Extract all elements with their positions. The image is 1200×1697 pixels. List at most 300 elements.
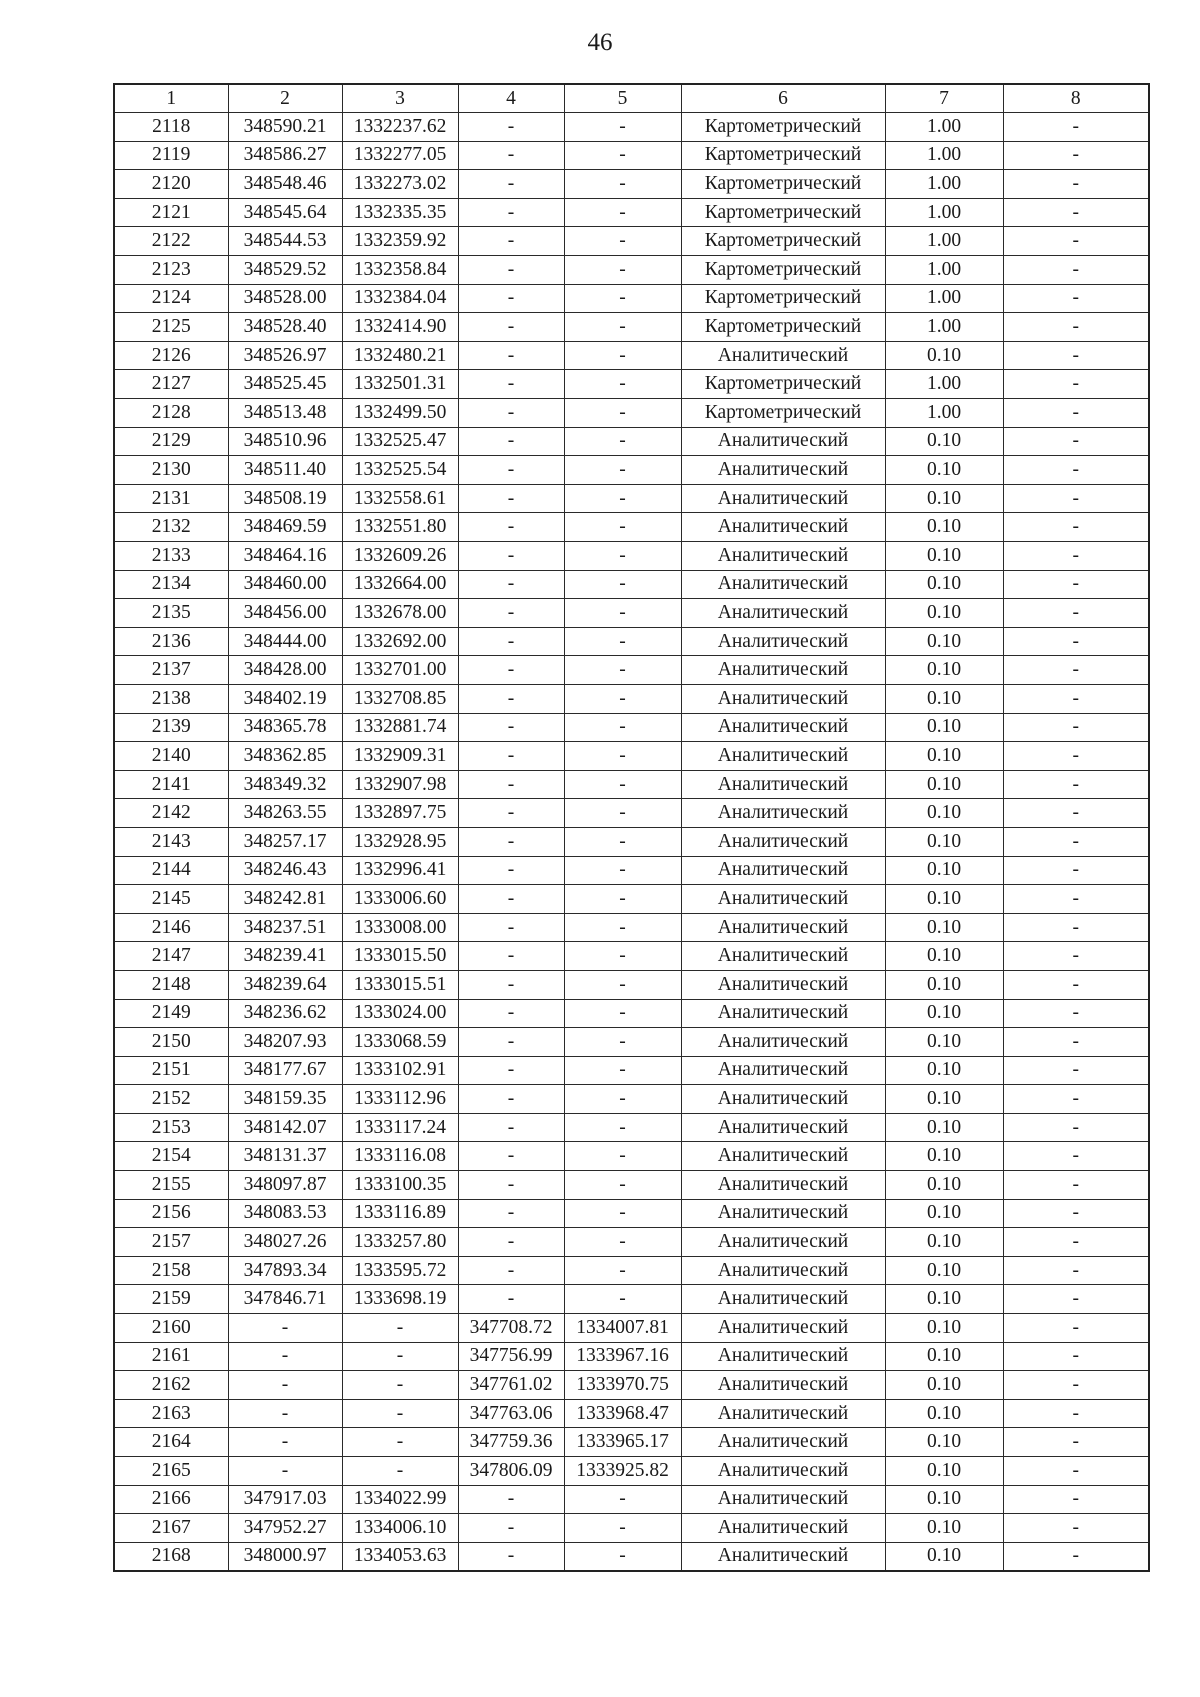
column-header-3: 3	[342, 84, 458, 113]
cell-coord-x-existing: 348239.41	[228, 942, 342, 971]
cell-note: -	[1003, 1485, 1149, 1514]
cell-coord-x-existing: 348528.40	[228, 313, 342, 342]
cell-accuracy: 0.10	[885, 484, 1003, 513]
cell-coord-y-new: 1333970.75	[564, 1371, 681, 1400]
cell-note: -	[1003, 970, 1149, 999]
cell-coord-y-new: -	[564, 913, 681, 942]
cell-method: Аналитический	[681, 1371, 885, 1400]
cell-coord-y-new: -	[564, 742, 681, 771]
cell-coord-y-existing: 1333116.08	[342, 1142, 458, 1171]
cell-method: Картометрический	[681, 227, 885, 256]
table-row	[114, 1399, 1149, 1428]
cell-accuracy: 0.10	[885, 970, 1003, 999]
cell-coord-x-existing: 348513.48	[228, 399, 342, 428]
cell-coord-x-existing: 348456.00	[228, 599, 342, 628]
cell-coord-y-existing: -	[342, 1428, 458, 1457]
table-row	[114, 227, 1149, 256]
cell-coord-y-existing: 1332897.75	[342, 799, 458, 828]
cell-method: Аналитический	[681, 827, 885, 856]
cell-coord-x-new: -	[458, 1113, 564, 1142]
cell-method: Аналитический	[681, 484, 885, 513]
cell-point-number: 2119	[114, 141, 228, 170]
cell-point-number: 2128	[114, 399, 228, 428]
cell-coord-y-existing: 1333257.80	[342, 1228, 458, 1257]
cell-accuracy: 1.00	[885, 113, 1003, 142]
cell-accuracy: 0.10	[885, 999, 1003, 1028]
cell-coord-x-existing: 348526.97	[228, 341, 342, 370]
cell-coord-x-existing: 348242.81	[228, 885, 342, 914]
cell-method: Аналитический	[681, 770, 885, 799]
cell-accuracy: 0.10	[885, 1428, 1003, 1457]
cell-method: Аналитический	[681, 1285, 885, 1314]
cell-coord-y-existing: 1332525.54	[342, 456, 458, 485]
cell-coord-y-new: -	[564, 599, 681, 628]
cell-note: -	[1003, 284, 1149, 313]
cell-point-number: 2118	[114, 113, 228, 142]
cell-coord-x-new: 347806.09	[458, 1457, 564, 1486]
cell-method: Картометрический	[681, 113, 885, 142]
cell-point-number: 2164	[114, 1428, 228, 1457]
cell-coord-y-existing: 1333015.51	[342, 970, 458, 999]
cell-coord-y-existing: 1333100.35	[342, 1171, 458, 1200]
table-row	[114, 913, 1149, 942]
cell-accuracy: 1.00	[885, 284, 1003, 313]
column-header-8: 8	[1003, 84, 1149, 113]
cell-coord-x-existing: 348027.26	[228, 1228, 342, 1257]
cell-method: Аналитический	[681, 742, 885, 771]
cell-coord-y-new: -	[564, 1142, 681, 1171]
cell-accuracy: 0.10	[885, 885, 1003, 914]
cell-method: Аналитический	[681, 1056, 885, 1085]
cell-coord-y-new: -	[564, 313, 681, 342]
cell-accuracy: 0.10	[885, 1485, 1003, 1514]
table-body	[114, 113, 1149, 1571]
cell-point-number: 2145	[114, 885, 228, 914]
cell-note: -	[1003, 1314, 1149, 1343]
cell-note: -	[1003, 113, 1149, 142]
cell-coord-x-existing: 348586.27	[228, 141, 342, 170]
cell-point-number: 2133	[114, 542, 228, 571]
cell-coord-y-new: -	[564, 341, 681, 370]
cell-coord-y-existing: 1332909.31	[342, 742, 458, 771]
cell-point-number: 2160	[114, 1314, 228, 1343]
cell-coord-y-existing: 1333024.00	[342, 999, 458, 1028]
cell-method: Аналитический	[681, 1428, 885, 1457]
cell-accuracy: 0.10	[885, 1371, 1003, 1400]
cell-coord-x-new: 347759.36	[458, 1428, 564, 1457]
cell-coord-x-existing: 348545.64	[228, 198, 342, 227]
cell-coord-x-existing: 348000.97	[228, 1542, 342, 1571]
cell-coord-y-new: -	[564, 141, 681, 170]
table-row	[114, 1428, 1149, 1457]
cell-note: -	[1003, 399, 1149, 428]
cell-note: -	[1003, 1428, 1149, 1457]
cell-coord-y-new: -	[564, 227, 681, 256]
cell-coord-x-new: 347763.06	[458, 1399, 564, 1428]
cell-coord-y-new: 1333925.82	[564, 1457, 681, 1486]
cell-coord-y-new: -	[564, 198, 681, 227]
cell-accuracy: 1.00	[885, 198, 1003, 227]
cell-point-number: 2154	[114, 1142, 228, 1171]
cell-coord-y-new: -	[564, 1056, 681, 1085]
cell-accuracy: 0.10	[885, 542, 1003, 571]
cell-method: Картометрический	[681, 256, 885, 285]
cell-coord-x-existing: 348365.78	[228, 713, 342, 742]
cell-coord-x-new: -	[458, 1199, 564, 1228]
table-row	[114, 370, 1149, 399]
cell-coord-y-new: -	[564, 656, 681, 685]
table-row	[114, 1056, 1149, 1085]
cell-note: -	[1003, 684, 1149, 713]
cell-coord-x-new: -	[458, 1085, 564, 1114]
cell-coord-x-new: -	[458, 970, 564, 999]
cell-coord-y-existing: 1332678.00	[342, 599, 458, 628]
table-row	[114, 341, 1149, 370]
table-row	[114, 770, 1149, 799]
cell-coord-x-existing: 348131.37	[228, 1142, 342, 1171]
table-row	[114, 141, 1149, 170]
cell-coord-x-existing: 348428.00	[228, 656, 342, 685]
cell-accuracy: 0.10	[885, 827, 1003, 856]
cell-method: Аналитический	[681, 713, 885, 742]
cell-method: Картометрический	[681, 141, 885, 170]
table-row	[114, 1256, 1149, 1285]
cell-method: Аналитический	[681, 913, 885, 942]
cell-coord-y-existing: 1332501.31	[342, 370, 458, 399]
table-row	[114, 799, 1149, 828]
table-row	[114, 1485, 1149, 1514]
table-row	[114, 885, 1149, 914]
table-row	[114, 1342, 1149, 1371]
cell-accuracy: 0.10	[885, 1142, 1003, 1171]
cell-coord-x-new: -	[458, 1142, 564, 1171]
cell-note: -	[1003, 198, 1149, 227]
table-row	[114, 656, 1149, 685]
cell-coord-x-new: -	[458, 1514, 564, 1543]
cell-point-number: 2138	[114, 684, 228, 713]
cell-coord-y-existing: 1333698.19	[342, 1285, 458, 1314]
column-header-4: 4	[458, 84, 564, 113]
cell-accuracy: 0.10	[885, 456, 1003, 485]
table-row	[114, 627, 1149, 656]
cell-point-number: 2139	[114, 713, 228, 742]
cell-coord-x-new: -	[458, 1542, 564, 1571]
cell-method: Аналитический	[681, 942, 885, 971]
cell-coord-y-existing: 1333008.00	[342, 913, 458, 942]
cell-point-number: 2136	[114, 627, 228, 656]
cell-accuracy: 0.10	[885, 1514, 1003, 1543]
cell-method: Аналитический	[681, 341, 885, 370]
cell-method: Аналитический	[681, 799, 885, 828]
cell-coord-x-existing: 348525.45	[228, 370, 342, 399]
cell-coord-x-new: -	[458, 1228, 564, 1257]
table-row	[114, 713, 1149, 742]
cell-accuracy: 0.10	[885, 1113, 1003, 1142]
cell-coord-y-existing: 1333006.60	[342, 885, 458, 914]
cell-note: -	[1003, 656, 1149, 685]
cell-note: -	[1003, 427, 1149, 456]
cell-coord-y-existing: 1332237.62	[342, 113, 458, 142]
table-row	[114, 827, 1149, 856]
cell-note: -	[1003, 1399, 1149, 1428]
cell-note: -	[1003, 1199, 1149, 1228]
cell-coord-y-existing: 1332609.26	[342, 542, 458, 571]
cell-point-number: 2142	[114, 799, 228, 828]
cell-accuracy: 1.00	[885, 370, 1003, 399]
cell-method: Аналитический	[681, 627, 885, 656]
cell-method: Картометрический	[681, 370, 885, 399]
cell-accuracy: 0.10	[885, 856, 1003, 885]
cell-note: -	[1003, 999, 1149, 1028]
cell-accuracy: 1.00	[885, 227, 1003, 256]
cell-coord-y-existing: -	[342, 1457, 458, 1486]
cell-point-number: 2137	[114, 656, 228, 685]
cell-coord-x-new: -	[458, 227, 564, 256]
cell-point-number: 2146	[114, 913, 228, 942]
cell-coord-x-existing: 348464.16	[228, 542, 342, 571]
cell-coord-y-new: -	[564, 1542, 681, 1571]
cell-coord-y-existing: 1333116.89	[342, 1199, 458, 1228]
cell-accuracy: 0.10	[885, 1228, 1003, 1257]
cell-point-number: 2157	[114, 1228, 228, 1257]
cell-point-number: 2124	[114, 284, 228, 313]
cell-coord-x-new: -	[458, 999, 564, 1028]
cell-note: -	[1003, 1228, 1149, 1257]
cell-coord-y-existing: 1332881.74	[342, 713, 458, 742]
cell-accuracy: 0.10	[885, 1171, 1003, 1200]
table-row	[114, 1542, 1149, 1571]
cell-accuracy: 1.00	[885, 170, 1003, 199]
cell-method: Аналитический	[681, 1399, 885, 1428]
cell-accuracy: 0.10	[885, 341, 1003, 370]
table-row	[114, 113, 1149, 142]
header-row	[114, 84, 1149, 113]
cell-coord-x-new: 347708.72	[458, 1314, 564, 1343]
cell-method: Аналитический	[681, 1113, 885, 1142]
cell-coord-x-existing: 348528.00	[228, 284, 342, 313]
cell-coord-y-new: -	[564, 627, 681, 656]
cell-coord-x-existing: 348402.19	[228, 684, 342, 713]
cell-accuracy: 0.10	[885, 742, 1003, 771]
cell-method: Аналитический	[681, 970, 885, 999]
cell-point-number: 2127	[114, 370, 228, 399]
cell-accuracy: 1.00	[885, 256, 1003, 285]
cell-method: Аналитический	[681, 1028, 885, 1057]
cell-coord-x-existing: -	[228, 1399, 342, 1428]
cell-coord-x-existing: 348207.93	[228, 1028, 342, 1057]
cell-note: -	[1003, 1142, 1149, 1171]
cell-note: -	[1003, 1256, 1149, 1285]
cell-coord-x-new: -	[458, 1485, 564, 1514]
cell-point-number: 2149	[114, 999, 228, 1028]
cell-point-number: 2120	[114, 170, 228, 199]
cell-coord-y-new: -	[564, 942, 681, 971]
cell-coord-x-new: -	[458, 856, 564, 885]
cell-accuracy: 0.10	[885, 1085, 1003, 1114]
cell-note: -	[1003, 1342, 1149, 1371]
table-row	[114, 599, 1149, 628]
table-row	[114, 1028, 1149, 1057]
cell-coord-y-existing: 1332664.00	[342, 570, 458, 599]
cell-coord-x-new: -	[458, 942, 564, 971]
cell-coord-x-existing: 347846.71	[228, 1285, 342, 1314]
table-row	[114, 484, 1149, 513]
cell-coord-y-existing: 1334053.63	[342, 1542, 458, 1571]
cell-coord-y-existing: 1332273.02	[342, 170, 458, 199]
cell-accuracy: 0.10	[885, 1056, 1003, 1085]
cell-accuracy: 1.00	[885, 313, 1003, 342]
cell-method: Аналитический	[681, 1142, 885, 1171]
cell-coord-x-new: -	[458, 770, 564, 799]
cell-accuracy: 0.10	[885, 427, 1003, 456]
cell-coord-x-new: -	[458, 141, 564, 170]
column-header-6: 6	[681, 84, 885, 113]
cell-coord-y-existing: 1332480.21	[342, 341, 458, 370]
cell-accuracy: 0.10	[885, 1285, 1003, 1314]
page-number: 46	[587, 29, 613, 56]
cell-coord-x-existing: -	[228, 1457, 342, 1486]
cell-note: -	[1003, 599, 1149, 628]
cell-method: Аналитический	[681, 1085, 885, 1114]
cell-coord-y-new: -	[564, 1514, 681, 1543]
table-row	[114, 1085, 1149, 1114]
cell-coord-y-new: -	[564, 170, 681, 199]
cell-point-number: 2159	[114, 1285, 228, 1314]
cell-coord-y-existing: 1332907.98	[342, 770, 458, 799]
cell-coord-y-existing: 1332335.35	[342, 198, 458, 227]
cell-coord-y-existing: 1332358.84	[342, 256, 458, 285]
cell-point-number: 2167	[114, 1514, 228, 1543]
cell-coord-y-new: 1333967.16	[564, 1342, 681, 1371]
cell-coord-y-existing: 1332692.00	[342, 627, 458, 656]
cell-point-number: 2134	[114, 570, 228, 599]
cell-coord-y-new: -	[564, 713, 681, 742]
cell-coord-x-new: 347756.99	[458, 1342, 564, 1371]
table-row	[114, 684, 1149, 713]
cell-point-number: 2165	[114, 1457, 228, 1486]
cell-coord-y-new: -	[564, 427, 681, 456]
cell-coord-x-new: -	[458, 513, 564, 542]
cell-coord-x-existing: 348362.85	[228, 742, 342, 771]
cell-coord-y-new: -	[564, 770, 681, 799]
table-row	[114, 856, 1149, 885]
cell-coord-y-new: -	[564, 1113, 681, 1142]
cell-accuracy: 0.10	[885, 1199, 1003, 1228]
cell-method: Аналитический	[681, 1514, 885, 1543]
cell-coord-x-existing: 348548.46	[228, 170, 342, 199]
cell-coord-y-existing: 1333117.24	[342, 1113, 458, 1142]
cell-coord-x-existing: 347893.34	[228, 1256, 342, 1285]
cell-coord-x-existing: 348236.62	[228, 999, 342, 1028]
cell-coord-x-new: -	[458, 284, 564, 313]
cell-coord-x-existing: 348508.19	[228, 484, 342, 513]
cell-coord-x-new: -	[458, 742, 564, 771]
table-row	[114, 427, 1149, 456]
cell-note: -	[1003, 513, 1149, 542]
cell-coord-x-new: -	[458, 885, 564, 914]
cell-coord-y-existing: 1332359.92	[342, 227, 458, 256]
cell-accuracy: 0.10	[885, 1314, 1003, 1343]
cell-coord-y-new: -	[564, 542, 681, 571]
cell-method: Картометрический	[681, 170, 885, 199]
cell-accuracy: 0.10	[885, 913, 1003, 942]
cell-note: -	[1003, 1056, 1149, 1085]
cell-note: -	[1003, 484, 1149, 513]
cell-coord-x-new: -	[458, 684, 564, 713]
cell-coord-x-new: -	[458, 1028, 564, 1057]
cell-accuracy: 0.10	[885, 1028, 1003, 1057]
table-row	[114, 1285, 1149, 1314]
cell-coord-x-new: -	[458, 1285, 564, 1314]
cell-coord-y-new: -	[564, 484, 681, 513]
cell-coord-y-existing: 1332525.47	[342, 427, 458, 456]
cell-coord-y-new: -	[564, 970, 681, 999]
cell-coord-x-new: -	[458, 313, 564, 342]
cell-coord-x-existing: 348529.52	[228, 256, 342, 285]
cell-point-number: 2163	[114, 1399, 228, 1428]
cell-coord-x-existing: 348159.35	[228, 1085, 342, 1114]
cell-point-number: 2162	[114, 1371, 228, 1400]
cell-coord-x-existing: -	[228, 1428, 342, 1457]
cell-coord-x-existing: 348239.64	[228, 970, 342, 999]
cell-point-number: 2121	[114, 198, 228, 227]
cell-point-number: 2150	[114, 1028, 228, 1057]
cell-coord-y-new: -	[564, 570, 681, 599]
coordinates-table	[113, 83, 1150, 1572]
cell-coord-x-existing: 348590.21	[228, 113, 342, 142]
cell-note: -	[1003, 1514, 1149, 1543]
table-header	[114, 84, 1149, 113]
table-row	[114, 1228, 1149, 1257]
cell-coord-x-new: -	[458, 170, 564, 199]
cell-accuracy: 0.10	[885, 713, 1003, 742]
cell-coord-y-existing: -	[342, 1342, 458, 1371]
table-row	[114, 399, 1149, 428]
table-row	[114, 513, 1149, 542]
cell-coord-x-existing: 348237.51	[228, 913, 342, 942]
cell-point-number: 2144	[114, 856, 228, 885]
cell-note: -	[1003, 1085, 1149, 1114]
cell-note: -	[1003, 742, 1149, 771]
cell-coord-y-new: -	[564, 1285, 681, 1314]
cell-coord-x-existing: 348177.67	[228, 1056, 342, 1085]
cell-coord-y-new: -	[564, 1199, 681, 1228]
cell-coord-x-new: -	[458, 370, 564, 399]
cell-point-number: 2123	[114, 256, 228, 285]
cell-note: -	[1003, 942, 1149, 971]
cell-coord-y-new: -	[564, 885, 681, 914]
cell-note: -	[1003, 856, 1149, 885]
cell-coord-x-new: -	[458, 913, 564, 942]
cell-coord-x-existing: 348142.07	[228, 1113, 342, 1142]
cell-coord-x-new: -	[458, 113, 564, 142]
table-row	[114, 284, 1149, 313]
cell-note: -	[1003, 1113, 1149, 1142]
cell-coord-x-new: -	[458, 1256, 564, 1285]
cell-accuracy: 0.10	[885, 599, 1003, 628]
cell-accuracy: 0.10	[885, 513, 1003, 542]
cell-method: Аналитический	[681, 999, 885, 1028]
cell-coord-y-existing: 1334022.99	[342, 1485, 458, 1514]
table-row	[114, 256, 1149, 285]
cell-coord-x-existing: 348246.43	[228, 856, 342, 885]
cell-coord-y-new: 1333965.17	[564, 1428, 681, 1457]
table-row	[114, 1457, 1149, 1486]
cell-coord-y-existing: 1333015.50	[342, 942, 458, 971]
cell-coord-y-new: -	[564, 456, 681, 485]
cell-method: Аналитический	[681, 570, 885, 599]
cell-method: Аналитический	[681, 542, 885, 571]
